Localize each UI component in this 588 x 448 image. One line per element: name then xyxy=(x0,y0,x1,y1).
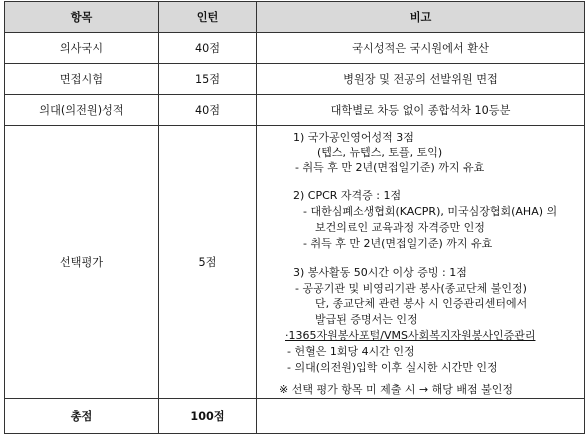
note-line: - 대한심폐소생협회(KACPR), 미국심장협회(AHA) 의 xyxy=(303,205,558,218)
row-score: 40점 xyxy=(159,95,257,126)
note-line: - 헌혈은 1회당 4시간 인정 xyxy=(287,345,415,358)
selection-notes-cell xyxy=(257,126,585,399)
row-note: 병원장 및 전공의 선발위원 면접 xyxy=(257,64,585,95)
note-line: 보건의료인 교육과정 자격증만 인정 xyxy=(315,221,485,234)
row-note: 국시성적은 국시원에서 환산 xyxy=(257,33,585,64)
total-note xyxy=(257,399,585,434)
note-line: ※ 선택 평가 항목 미 제출 시 → 해당 배점 불인정 xyxy=(279,383,514,396)
note-line: 3) 봉사활동 50시간 이상 증빙 : 1점 xyxy=(293,266,467,279)
table-row xyxy=(5,64,585,95)
row-score: 40점 xyxy=(159,33,257,64)
table-header-row xyxy=(5,2,585,33)
row-item: 면접시험 xyxy=(5,64,159,95)
header-intern: 인턴 xyxy=(159,2,257,33)
note-line: 발급된 증명서는 인정 xyxy=(315,313,418,326)
table-row xyxy=(5,33,585,64)
note-line-underlined: ·1365자원봉사포털/VMS사회복지자원봉사인증관리 xyxy=(285,329,536,342)
note-line: - 공공기관 및 비영리기관 봉사(종교단체 불인정) xyxy=(295,282,527,295)
row-score: 5점 xyxy=(159,126,257,399)
header-item: 항목 xyxy=(5,2,159,33)
header-note: 비고 xyxy=(257,2,585,33)
note-line: (텝스, 뉴텝스, 토플, 토익) xyxy=(317,146,443,159)
note-line: - 취득 후 만 2년(면접일기준) 까지 유효 xyxy=(295,161,485,174)
table-row-selection xyxy=(5,126,585,399)
row-score: 15점 xyxy=(159,64,257,95)
note-line: 1) 국가공인영어성적 3점 xyxy=(293,131,414,144)
total-score: 100점 xyxy=(159,399,257,434)
total-row xyxy=(5,399,585,434)
row-item: 의대(의전원)성적 xyxy=(5,95,159,126)
note-line: - 의대(의전원)입학 이후 실시한 시간만 인정 xyxy=(287,361,498,374)
selection-notes xyxy=(257,126,584,398)
total-label: 총점 xyxy=(5,399,159,434)
score-table xyxy=(4,1,585,434)
note-line: 단, 종교단체 관련 봉사 시 인증관리센터에서 xyxy=(315,297,528,310)
row-item: 의사국시 xyxy=(5,33,159,64)
table-row xyxy=(5,95,585,126)
row-note: 대학별로 차등 없이 종합석차 10등분 xyxy=(257,95,585,126)
row-item: 선택평가 xyxy=(5,126,159,399)
note-line: - 취득 후 만 2년(면접일기준) 까지 유효 xyxy=(303,237,493,250)
score-table-container xyxy=(4,1,585,434)
note-line: 2) CPCR 자격증 : 1점 xyxy=(293,189,402,202)
